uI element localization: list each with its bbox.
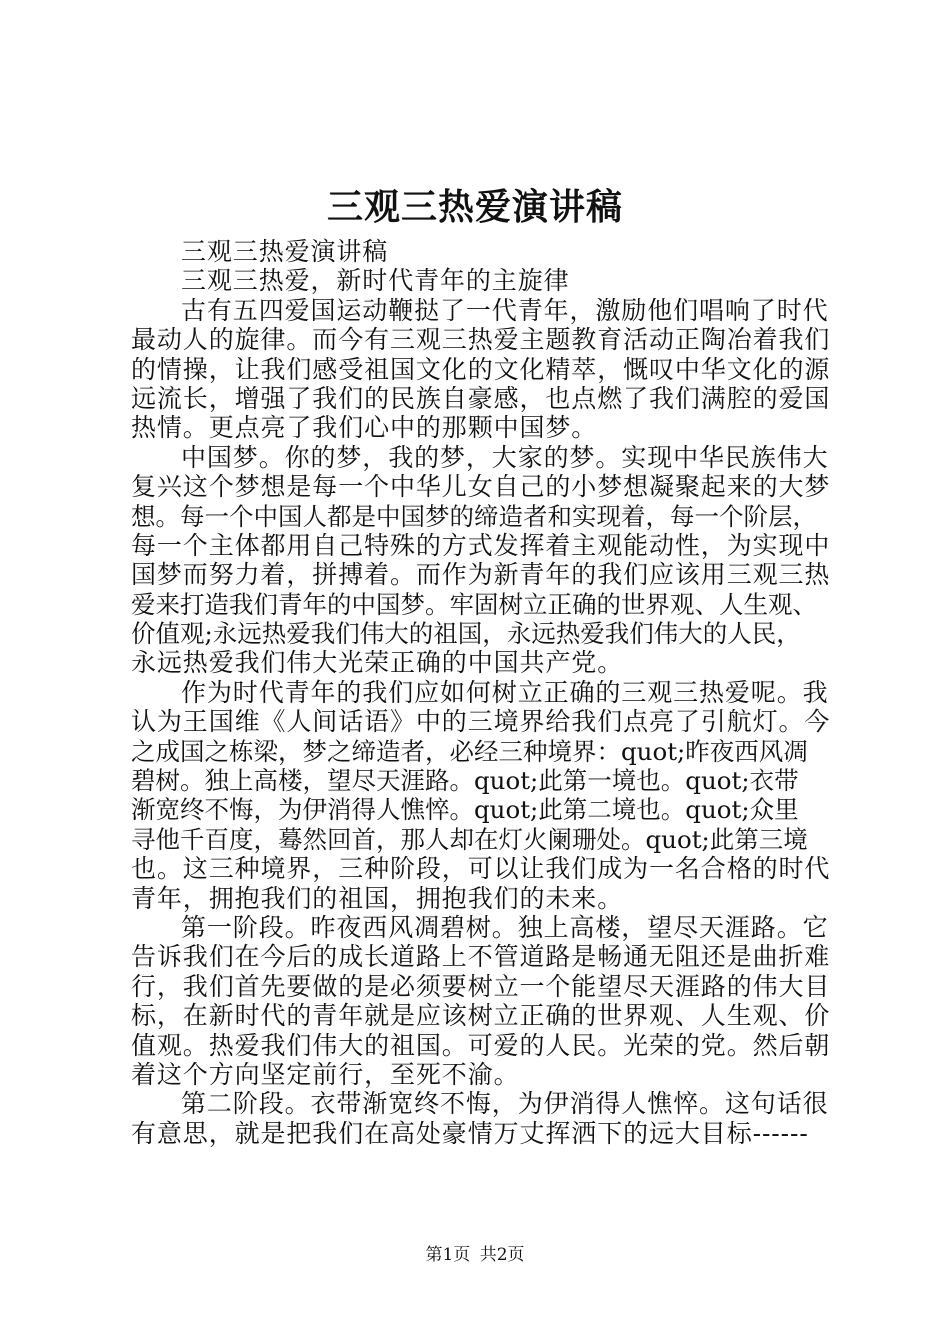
- text-line: 爱来打造我们青年的中国梦。牢固树立正确的世界观、人生观、: [131, 589, 817, 619]
- text-line: 之成国之栋梁，梦之缔造者，必经三种境界：quot;昨夜西风凋: [131, 736, 808, 766]
- text-line: 中国梦。你的梦，我的梦，大家的梦。实现中华民族伟大: [181, 442, 829, 472]
- text-line: 告诉我们在今后的成长道路上不管道路是畅通无阻还是曲折难: [131, 942, 831, 972]
- text-line: 国梦而努力着，拼搏着。而作为新青年的我们应该用三观三热: [131, 560, 831, 590]
- text-line: 远流长，增强了我们的民族自豪感，也点燃了我们满腔的爱国: [131, 383, 831, 413]
- text-line: 价值观;永远热爱我们伟大的祖国，永远热爱我们伟大的人民，: [131, 619, 801, 649]
- text-line: 最动人的旋律。而今有三观三热爱主题教育活动正陶冶着我们: [131, 325, 831, 355]
- text-line: 认为王国维《人间话语》中的三境界给我们点亮了引航灯。今: [131, 707, 831, 737]
- text-line: 第二阶段。衣带渐宽终不悔，为伊消得人憔悴。这句话很: [181, 1089, 829, 1119]
- text-line: 想。每一个中国人都是中国梦的缔造者和实现着，每一个阶层，: [131, 501, 817, 531]
- text-line: 标，在新时代的青年就是应该树立正确的世界观、人生观、价: [131, 1001, 831, 1031]
- text-line: 每一个主体都用自己特殊的方式发挥着主观能动性，为实现中: [131, 530, 831, 560]
- text-line: 古有五四爱国运动鞭挞了一代青年，激励他们唱响了时代: [181, 295, 829, 325]
- text-line: 也。这三种境界，三种阶段，可以让我们成为一名合格的时代: [131, 854, 831, 884]
- document-body: [131, 237, 831, 1148]
- text-line: 渐宽终不悔，为伊消得人憔悴。quot;此第二境也。quot;众里: [131, 795, 799, 825]
- text-line: 有意思，就是把我们在高处豪情万丈挥洒下的远大目标------: [131, 1118, 809, 1148]
- text-line: 复兴这个梦想是每一个中华儿女自己的小梦想凝聚起来的大梦: [131, 472, 831, 502]
- text-line: 三观三热爱，新时代青年的主旋律: [181, 266, 570, 296]
- page-total: 共2页: [479, 1245, 525, 1265]
- text-line: 碧树。独上高楼，望尽天涯路。quot;此第一境也。quot;衣带: [131, 766, 799, 796]
- text-line: 的情操，让我们感受祖国文化的文化精萃，慨叹中华文化的源: [131, 354, 831, 384]
- text-line: 第一阶段。昨夜西风凋碧树。独上高楼，望尽天涯路。它: [181, 912, 829, 942]
- text-line: 三观三热爱演讲稿: [181, 237, 389, 266]
- text-line: 作为时代青年的我们应如何树立正确的三观三热爱呢。我: [181, 677, 829, 707]
- text-line: 青年，拥抱我们的祖国，拥抱我们的未来。: [131, 883, 624, 913]
- text-line: 寻他千百度，蓦然回首，那人却在灯火阑珊处。quot;此第三境: [131, 824, 808, 854]
- text-line: 热情。更点亮了我们心中的那颗中国梦。: [131, 413, 598, 443]
- text-line: 着这个方向坚定前行，至死不渝。: [131, 1059, 520, 1089]
- page-footer: [0, 1243, 950, 1267]
- document-title: 三观三热爱演讲稿: [326, 186, 623, 228]
- page-number: 第1页: [425, 1245, 471, 1265]
- text-line: 行，我们首先要做的是必须要树立一个能望尽天涯路的伟大目: [131, 971, 831, 1001]
- text-line: 值观。热爱我们伟大的祖国。可爱的人民。光荣的党。然后朝: [131, 1030, 831, 1060]
- text-line: 永远热爱我们伟大光荣正确的中国共产党。: [131, 648, 624, 678]
